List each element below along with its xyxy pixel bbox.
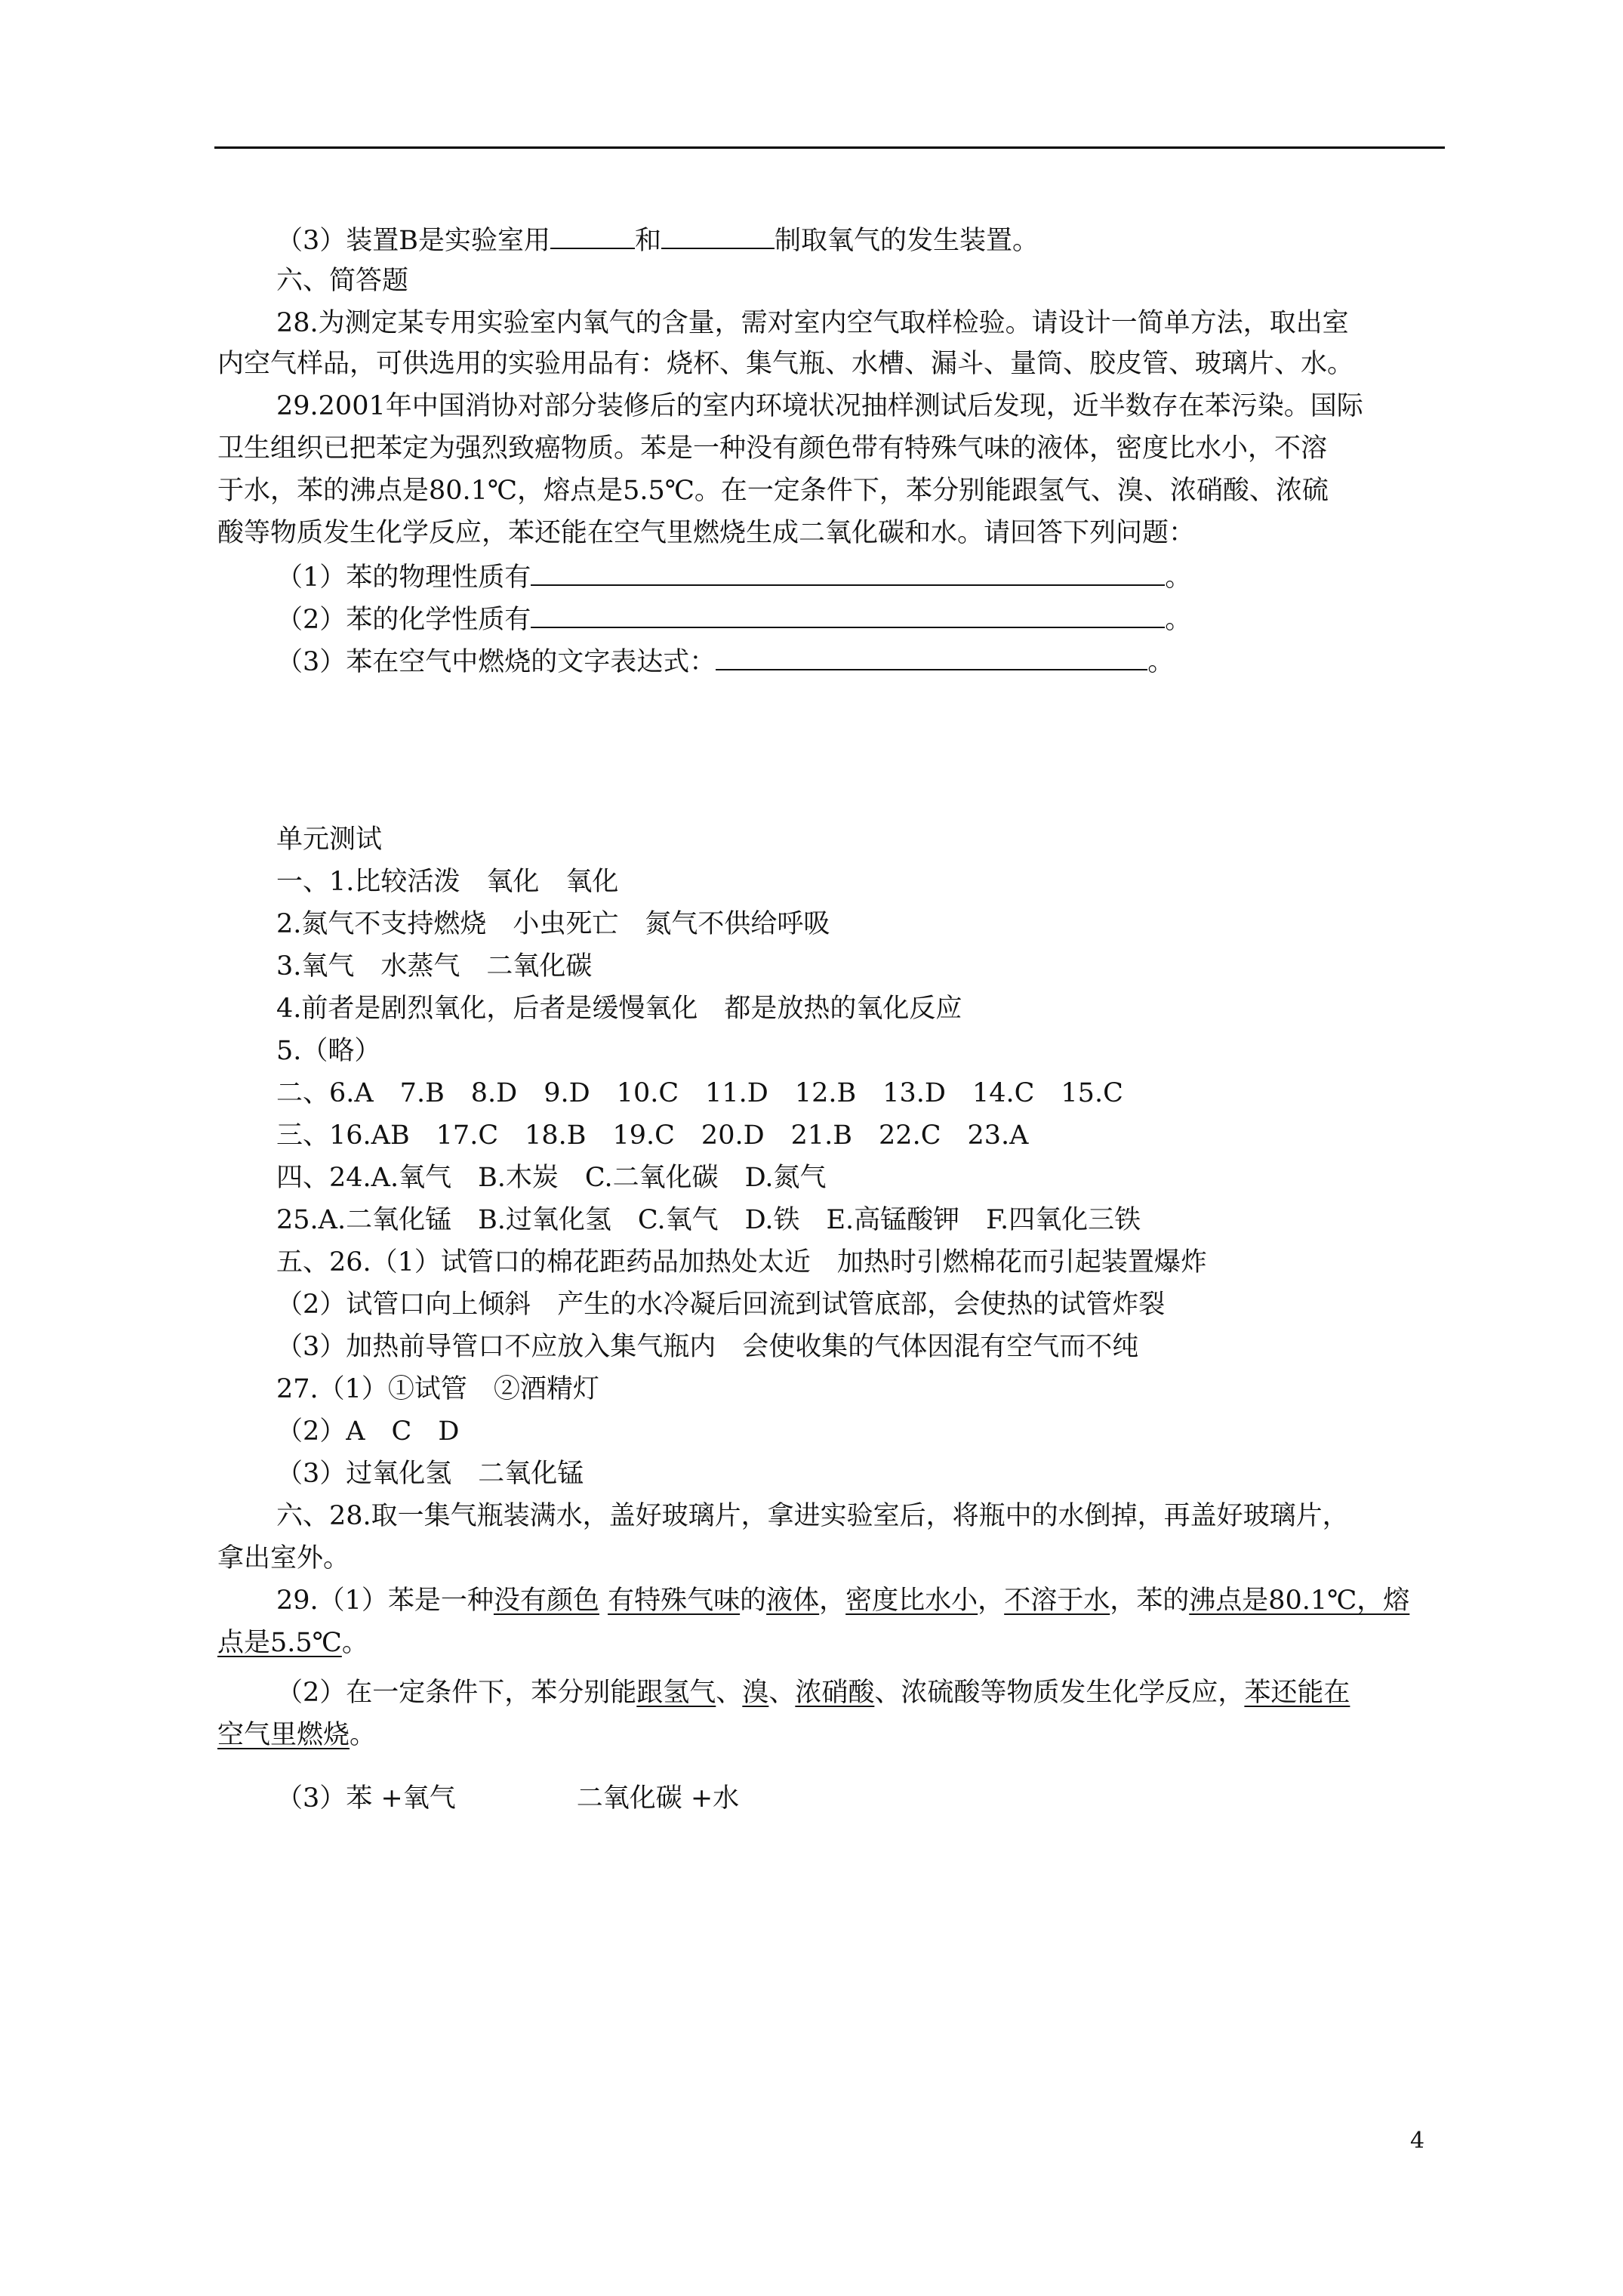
- answer-line: 4.前者是剧烈氧化，后者是缓慢氧化 都是放热的氧化反应: [276, 994, 962, 1024]
- answer-line: （3）过氧化氢 二氧化锰: [276, 1459, 584, 1489]
- text: ，苯的: [1110, 1586, 1190, 1616]
- underlined-text: 浓硝酸: [795, 1678, 875, 1708]
- text: 。: [350, 1720, 377, 1750]
- text: ，: [819, 1586, 846, 1616]
- text: （3）装置B是实验室用: [276, 226, 550, 256]
- question-28-line: 内空气样品，可供选用的实验用品有：烧杯、集气瓶、水槽、漏斗、量筒、胶皮管、玻璃片、水。: [217, 349, 1354, 379]
- text: （1）苯的物理性质有: [276, 562, 531, 593]
- blank: [550, 222, 635, 249]
- answer-line: 六、28.取一集气瓶装满水，盖好玻璃片，拿进实验室后，将瓶中的水倒掉，再盖好玻璃片，: [276, 1501, 1349, 1531]
- answer-line: 五、26.（1）试管口的棉花距药品加热处太近 加热时引燃棉花而引起装置爆炸: [276, 1247, 1207, 1277]
- answer-line: （3）加热前导管口不应放入集气瓶内 会使收集的气体因混有空气而不纯: [276, 1332, 1139, 1362]
- text: 。: [1147, 647, 1175, 677]
- underlined-text: 有特殊气味: [608, 1586, 741, 1616]
- answer-line: 3.氧气 水蒸气 二氧化碳: [276, 951, 593, 982]
- answer-line: 27.（1）①试管 ②酒精灯: [276, 1374, 599, 1404]
- answer-29-1-cont: [217, 1626, 368, 1660]
- underlined-text: 不溶于水: [1004, 1586, 1110, 1616]
- underlined-text: 没有颜色: [493, 1586, 599, 1616]
- text: 29.（1）苯是一种: [276, 1586, 494, 1616]
- question-29-sub: [276, 643, 1174, 679]
- underlined-text: 点是5.5℃: [217, 1628, 342, 1658]
- header-rule: [214, 146, 1445, 149]
- answers-title: 单元测试: [276, 824, 383, 855]
- blank: [531, 601, 1165, 628]
- text: 二氧化碳 +水: [576, 1783, 740, 1814]
- question-28-line: 28.为测定某专用实验室内氧气的含量，需对室内空气取样检验。请设计一简单方法，取出室: [276, 308, 1349, 338]
- answer-line: （2）试管口向上倾斜 产生的水冷凝后回流到试管底部，会使热的试管炸裂: [276, 1290, 1166, 1320]
- answer-line: 5.（略）: [276, 1036, 381, 1066]
- answer-29-3: [276, 1782, 739, 1815]
- text: （2）苯的化学性质有: [276, 605, 531, 635]
- blank: [531, 559, 1165, 586]
- answer-29-1: [276, 1584, 1409, 1617]
- text: （3）苯 +氧气: [276, 1783, 456, 1814]
- page-number: 4: [1410, 2128, 1425, 2154]
- answer-line: 拿出室外。: [217, 1543, 350, 1573]
- underlined-text: 液体: [766, 1586, 820, 1616]
- text: 。: [1165, 562, 1192, 593]
- answer-29-2-cont: [217, 1718, 376, 1752]
- answer-line: 一、1.比较活泼 氧化 氧化: [276, 867, 619, 897]
- question-29-sub: [276, 559, 1191, 594]
- text: 、: [716, 1678, 743, 1708]
- answer-line: （2）A C D: [276, 1416, 460, 1447]
- text: 。: [341, 1628, 368, 1658]
- text: （3）苯在空气中燃烧的文字表达式：: [276, 647, 716, 677]
- underlined-text: 空气里燃烧: [217, 1720, 350, 1750]
- section-title: 六、简答题: [276, 266, 409, 296]
- underlined-text: 沸点是80.1℃，熔: [1189, 1586, 1410, 1616]
- underlined-text: 密度比水小: [845, 1586, 978, 1616]
- text: 、: [768, 1678, 796, 1708]
- question-29-sub: [276, 601, 1191, 636]
- question-29-line: 于水，苯的沸点是80.1℃，熔点是5.5℃。在一定条件下，苯分别能跟氢气、溴、浓硝酸、浓硫: [217, 476, 1329, 506]
- question-29-line: 29.2001年中国消协对部分装修后的室内环境状况抽样测试后发现，近半数存在苯污染。国际: [276, 391, 1363, 421]
- answer-line: 四、24.A.氧气 B.木炭 C.二氧化碳 D.氮气: [276, 1163, 827, 1193]
- text: 。: [1165, 605, 1192, 635]
- text: （2）在一定条件下，苯分别能: [276, 1678, 637, 1708]
- underlined-text: 苯还能在: [1244, 1678, 1350, 1708]
- underlined-text: 跟氢气: [636, 1678, 716, 1708]
- text: 、浓硫酸等物质发生化学反应，: [874, 1678, 1245, 1708]
- question-27-3: [276, 222, 1039, 257]
- blank: [661, 222, 775, 249]
- text: 的: [740, 1586, 767, 1616]
- question-29-line: 酸等物质发生化学反应，苯还能在空气里燃烧生成二氧化碳和水。请回答下列问题：: [217, 518, 1196, 548]
- text: 和: [635, 226, 662, 256]
- question-29-line: 卫生组织已把苯定为强烈致癌物质。苯是一种没有颜色带有特殊气味的液体，密度比水小，不溶: [217, 433, 1328, 464]
- answer-line: 二、6.A 7.B 8.D 9.D 10.C 11.D 12.B 13.D 14.C 15.C: [276, 1078, 1123, 1108]
- answer-line: 25.A.二氧化锰 B.过氧化氢 C.氧气 D.铁 E.高锰酸钾 F.四氧化三铁: [276, 1205, 1141, 1235]
- answer-29-2: [276, 1676, 1350, 1709]
- text: 制取氧气的发生装置。: [775, 226, 1039, 256]
- underlined-text: 溴: [742, 1678, 769, 1708]
- answer-line: 2.氮气不支持燃烧 小虫死亡 氮气不供给呼吸: [276, 909, 830, 939]
- answer-line: 三、16.AB 17.C 18.B 19.C 20.D 21.B 22.C 23.A: [276, 1120, 1029, 1151]
- blank: [716, 643, 1147, 670]
- text: ，: [978, 1586, 1005, 1616]
